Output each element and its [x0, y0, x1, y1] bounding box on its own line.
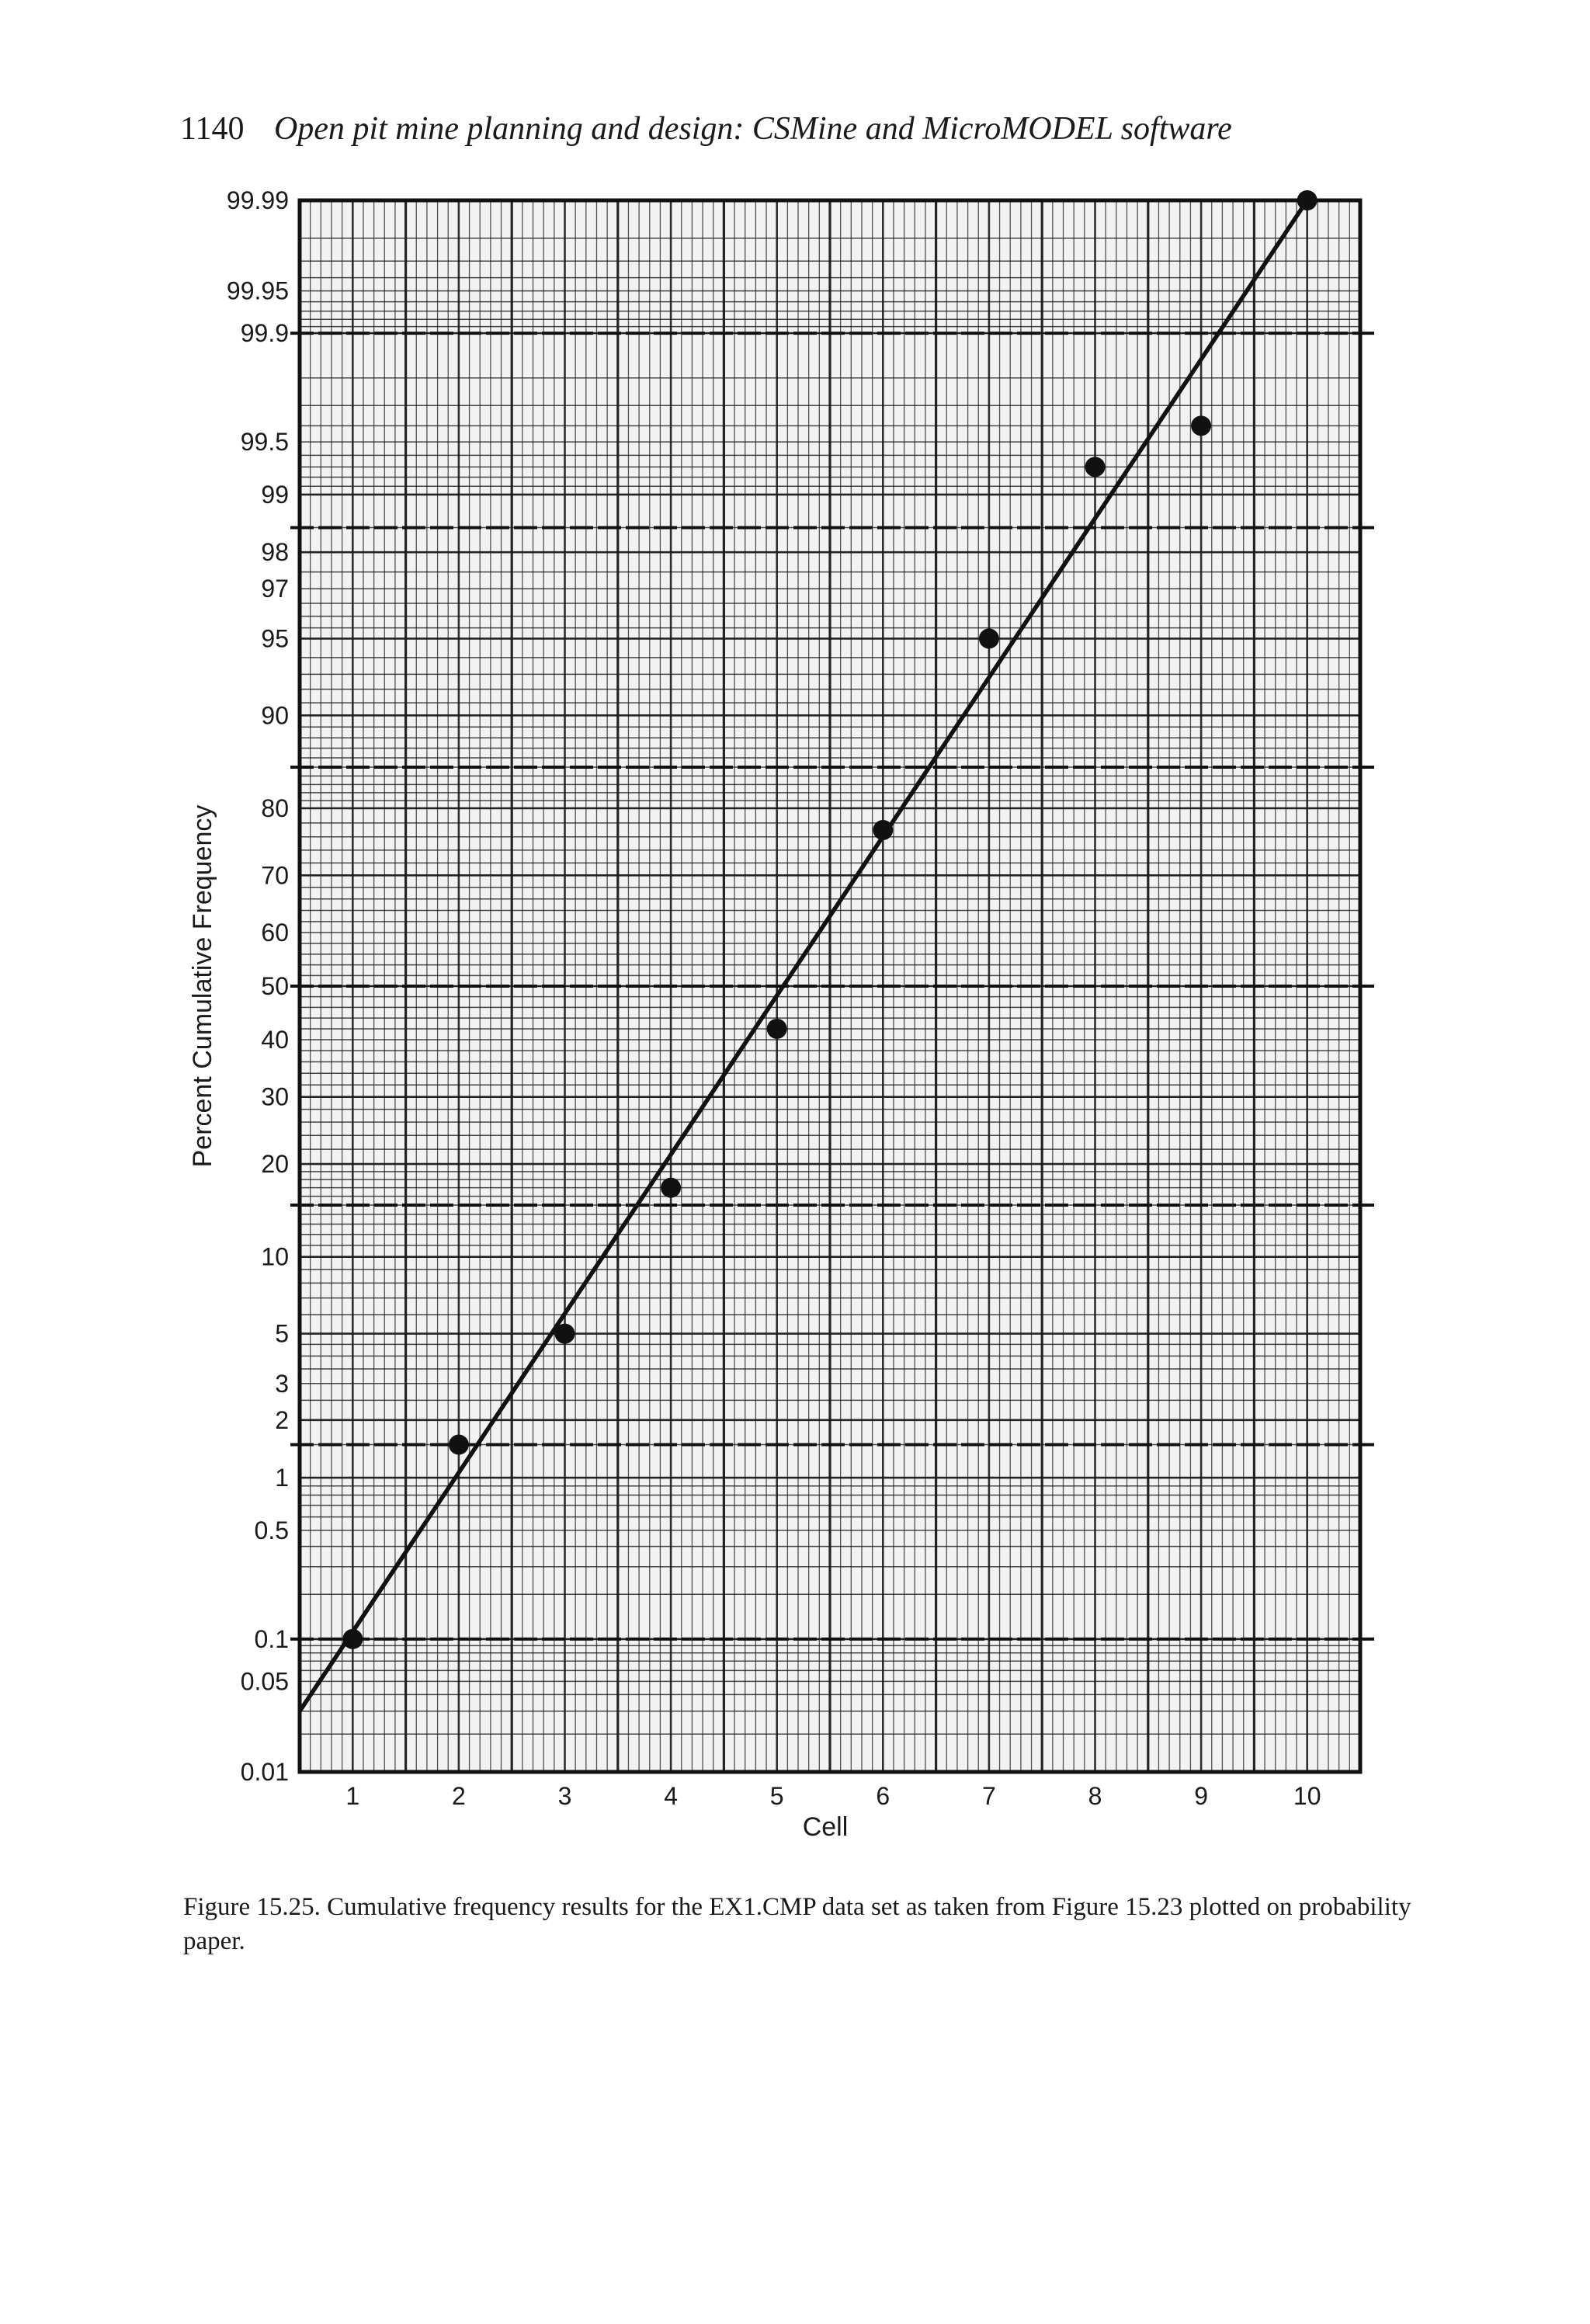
y-tick-label: 0.05	[240, 1667, 289, 1696]
x-tick-label: 1	[345, 1782, 360, 1810]
y-tick-label: 5	[275, 1319, 289, 1348]
y-tick-label: 70	[261, 861, 289, 890]
x-tick-label: 6	[876, 1782, 890, 1810]
data-point	[1297, 190, 1317, 210]
y-tick-label: 0.01	[240, 1758, 289, 1786]
data-point	[555, 1324, 575, 1344]
y-tick-label: 3	[275, 1369, 289, 1398]
y-tick-label: 98	[261, 538, 289, 567]
data-point	[979, 628, 999, 648]
x-tick-label: 10	[1293, 1782, 1321, 1810]
y-tick-label: 0.1	[254, 1624, 289, 1653]
y-tick-label: 10	[261, 1242, 289, 1271]
y-tick-label: 80	[261, 794, 289, 822]
page-number: 1140	[180, 111, 245, 147]
y-tick-label: 99.9	[240, 319, 289, 348]
y-tick-labels	[227, 186, 289, 1786]
y-tick-label: 0.5	[254, 1516, 289, 1544]
data-point	[1085, 457, 1106, 477]
y-tick-label: 95	[261, 624, 289, 653]
x-tick-label: 5	[769, 1782, 784, 1810]
x-tick-label: 3	[557, 1782, 572, 1810]
x-tick-labels	[345, 1782, 1321, 1810]
y-axis-label: Percent Cumulative Frequency	[188, 804, 217, 1168]
y-tick-label: 40	[261, 1025, 289, 1054]
y-tick-label: 2	[275, 1405, 289, 1434]
y-tick-label: 97	[261, 575, 289, 603]
figure-caption: Figure 15.25. Cumulative frequency results for the EX1.CMP data set as taken from Figure 15.23 plotted on probability paper.	[183, 1893, 1411, 1955]
y-tick-label: 99.5	[240, 428, 289, 457]
running-title: Open pit mine planning and design: CSMine and MicroMODEL software	[273, 111, 1232, 147]
x-tick-label: 4	[664, 1782, 678, 1810]
data-point	[873, 820, 893, 840]
data-point	[767, 1019, 787, 1039]
x-tick-label: 8	[1088, 1782, 1102, 1810]
y-tick-label: 60	[261, 919, 289, 947]
y-tick-label: 1	[275, 1464, 289, 1492]
data-point	[342, 1629, 363, 1649]
data-point	[1191, 415, 1211, 436]
y-tick-label: 99.95	[226, 276, 289, 305]
data-point	[449, 1435, 469, 1455]
y-tick-label: 50	[261, 972, 289, 1000]
y-tick-label: 30	[261, 1082, 289, 1111]
x-tick-label: 7	[982, 1782, 996, 1810]
x-tick-label: 9	[1194, 1782, 1208, 1810]
probability-paper-grid	[290, 200, 1374, 1772]
y-tick-label: 20	[261, 1150, 289, 1179]
data-point	[661, 1178, 681, 1198]
x-axis-label: Cell	[802, 1812, 849, 1842]
x-tick-label: 2	[452, 1782, 466, 1810]
y-tick-label: 99	[261, 480, 289, 509]
y-tick-label: 99.99	[226, 186, 289, 214]
y-tick-label: 90	[261, 701, 289, 730]
